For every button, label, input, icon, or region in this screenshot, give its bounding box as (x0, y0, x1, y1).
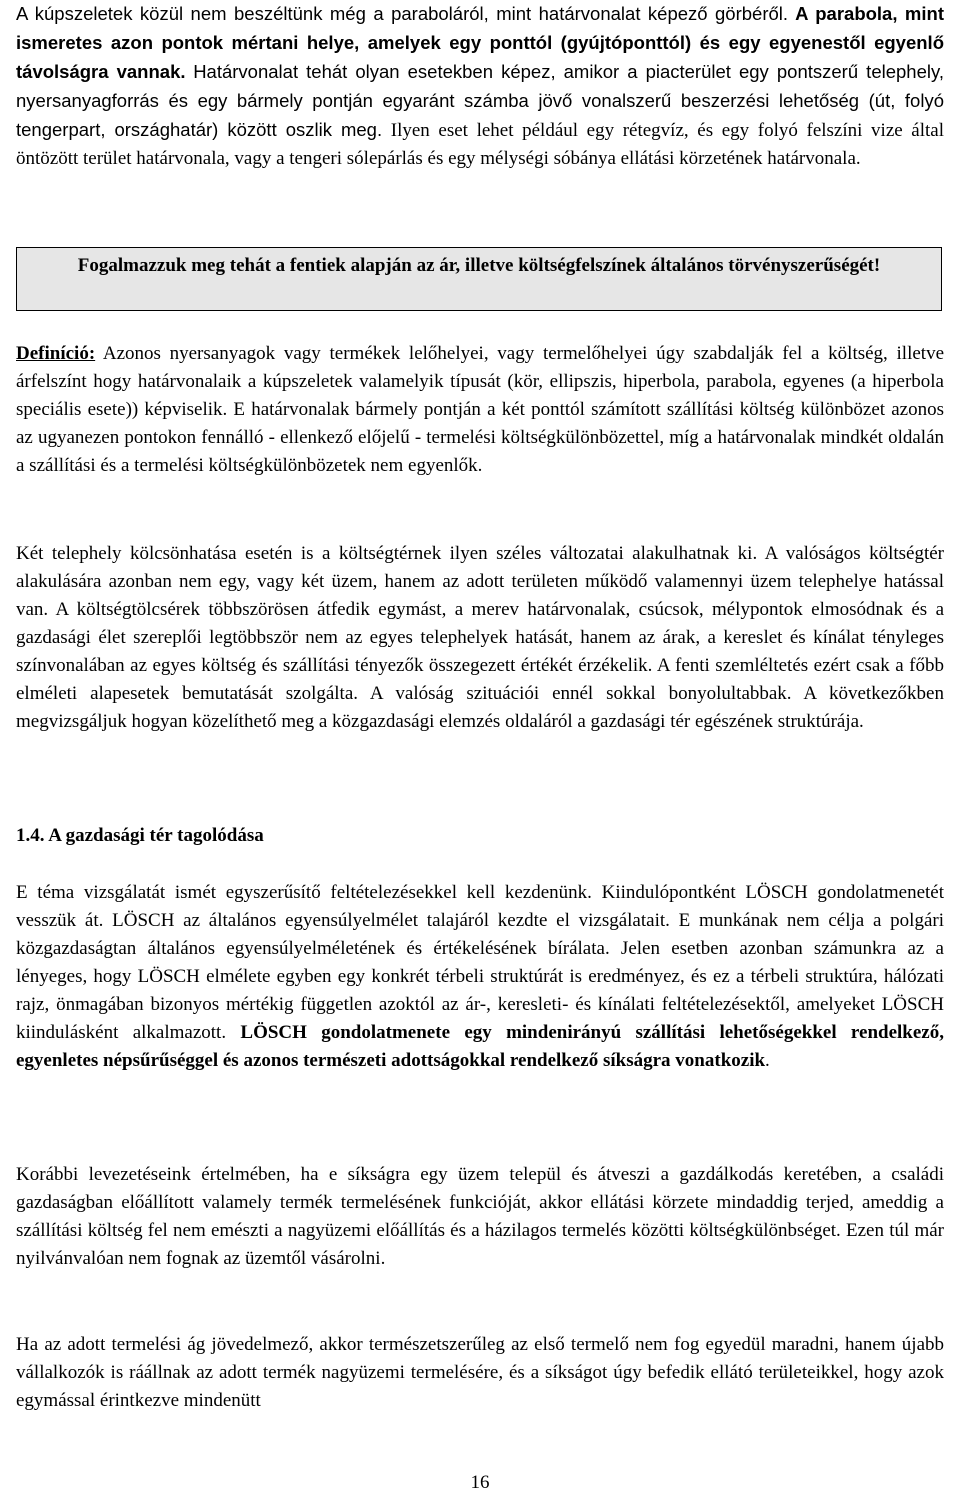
paragraph-cost-space: Két telephely kölcsönhatása esetén is a költségtérnek ilyen széles változatai alakulhatnak ki. A valóságos költségtér alakulására azonban nem egy, vagy két üzem, hanem az adott területen működő valamennyi üzem telephelye hatással van. A költségtölcsérek többszörösen átfedik egymást, a merev határvonalak, csúcsok, mélypontok elmosódnak és a gazdasági élet szereplői legtöbbször nem az egyes telephelyek hatását, hanem az árak, a kereslet és kínálat tényleges színvonalában az egyes költség és szállítási tényezők összegezett értékét érzékelik. A fenti szemléltetés ezért csak a főbb elméleti alapesetek bemutatását szolgálta. A valóság szituációi ennél sokkal bonyolultabbak. A következőkben megvizsgáljuk hogyan közelíthető meg a közgazdasági elemzés oldaláról a gazdasági tér egészének struktúrája. (16, 543, 944, 732)
paragraph-supply-area: Korábbi levezetéseink értelmében, ha e síkságra egy üzem települ és átveszi a gazdálkodás keretében, a családi gazdaságban előállított valamely termék termelésének funkcióját, akkor ellátási körzete mindaddig terjed, ameddig a szállítási költség fel nem emészti a nagyüzemi előállítás és a házilagos termelés közötti költségkülönbséget. Ezen túl már nyilvánvalóan nem fognak az üzemtől vásárolni. (16, 1164, 944, 1269)
definition-label: Definíció: (16, 343, 96, 364)
paragraph-losch-bold: LÖSCH gondolatmenete egy mindenirányú szállítási lehetőségekkel rendelkező, egyenletes népsűrűséggel és azonos természeti adottságokkal rendelkező síkságra vonatkozik (16, 1022, 944, 1071)
paragraph-losch-period: . (765, 1050, 770, 1071)
section-heading: 1.4. A gazdasági tér tagolódása (16, 825, 264, 846)
page-number: 16 (470, 1472, 490, 1493)
paragraph-parabola (16, 0, 944, 173)
definition-text: Azonos nyersanyagok vagy termékek lelőhelyei, vagy termelőhelyei úgy szabdalják fel a költség, illetve árfelszínt hogy határvonalaik a kúpszeletek valamelyik típusát (kör, ellipszis, hiperbola, parabola, egyenes (a hiperbola speciális esete)) képviselik. E határvonalak bármely pontján a két ponttól számított szállítási költség különbözet azonos az ugyanezen pontokon fennálló - ellenkező előjelű - termelési költségkülönbözettel, míg a határvonalak mindkét oldalán a szállítási és a termelési költségkülönbözetek nem egyenlők. (16, 343, 945, 476)
paragraph-parabola-example: Ilyen eset lehet például egy rétegvíz, és egy folyó felszíni vize által öntözött terület határvonala, vagy a tengeri sólepárlás és egy mélységi sóbánya ellátási körzetének határvonala. (16, 120, 945, 169)
paragraph-losch-text: E téma vizsgálatát ismét egyszerűsítő feltételezésekkel kell kezdenünk. Kiindulópontként LÖSCH gondolatmenetét vesszük át. LÖSCH az általános egyensúlyelmélet talajáról kezdte el vizsgálatait. E munkának nem célja a polgári közgazdaságtan általános egyensúlyelméletének és értékelésének bírálata. Jelen esetben azonban számunkra az a lényeges, hogy LÖSCH elmélete egyben egy konkrét térbeli struktúrát is eredményez, és ez a térbeli struktúra, hálózati rajz, önmagában bizonyos mértékig független azoktól az ár-, keresleti- és kínálati feltételezésektől, amelyeket LÖSCH kiindulásként alkalmazott. (16, 882, 944, 1043)
paragraph-definition (16, 340, 944, 480)
paragraph-parabola-boundary: Határvonalat tehát olyan esetekben képez, amikor a piacterület egy pontszerű telephely, nyersanyagforrás és egy bármely pontján egyaránt számba jövő vonalszerű beszerzési lehetőség (út, folyó tengerpart, országhatár) között oszlik meg. (16, 61, 944, 140)
paragraph-losch (16, 879, 944, 1075)
parabola-definition-bold: A parabola, mint ismeretes azon pontok mértani helye, amelyek egy ponttól (gyújtóponttól) és egy egyenestől egyenlő távolságra vannak. (16, 3, 944, 82)
paragraph-parabola-intro: A kúpszeletek közül nem beszéltünk még a paraboláról, mint határvonalat képező görbéről. (16, 3, 789, 24)
paragraph-production-branch: Ha az adott termelési ág jövedelmező, akkor természetszerűleg az első termelő nem fog egyedül maradni, hanem újabb vállalkozók is ráállnak az adott termék nagyüzemi termelésére, és a síkságot úgy befedik ellátó területeikkel, hogy azok egymással érintkezve mindenütt (16, 1334, 944, 1411)
highlight-box: Fogalmazzuk meg tehát a fentiek alapján az ár, illetve költségfelszínek általános törvényszerűségét! (16, 247, 942, 311)
